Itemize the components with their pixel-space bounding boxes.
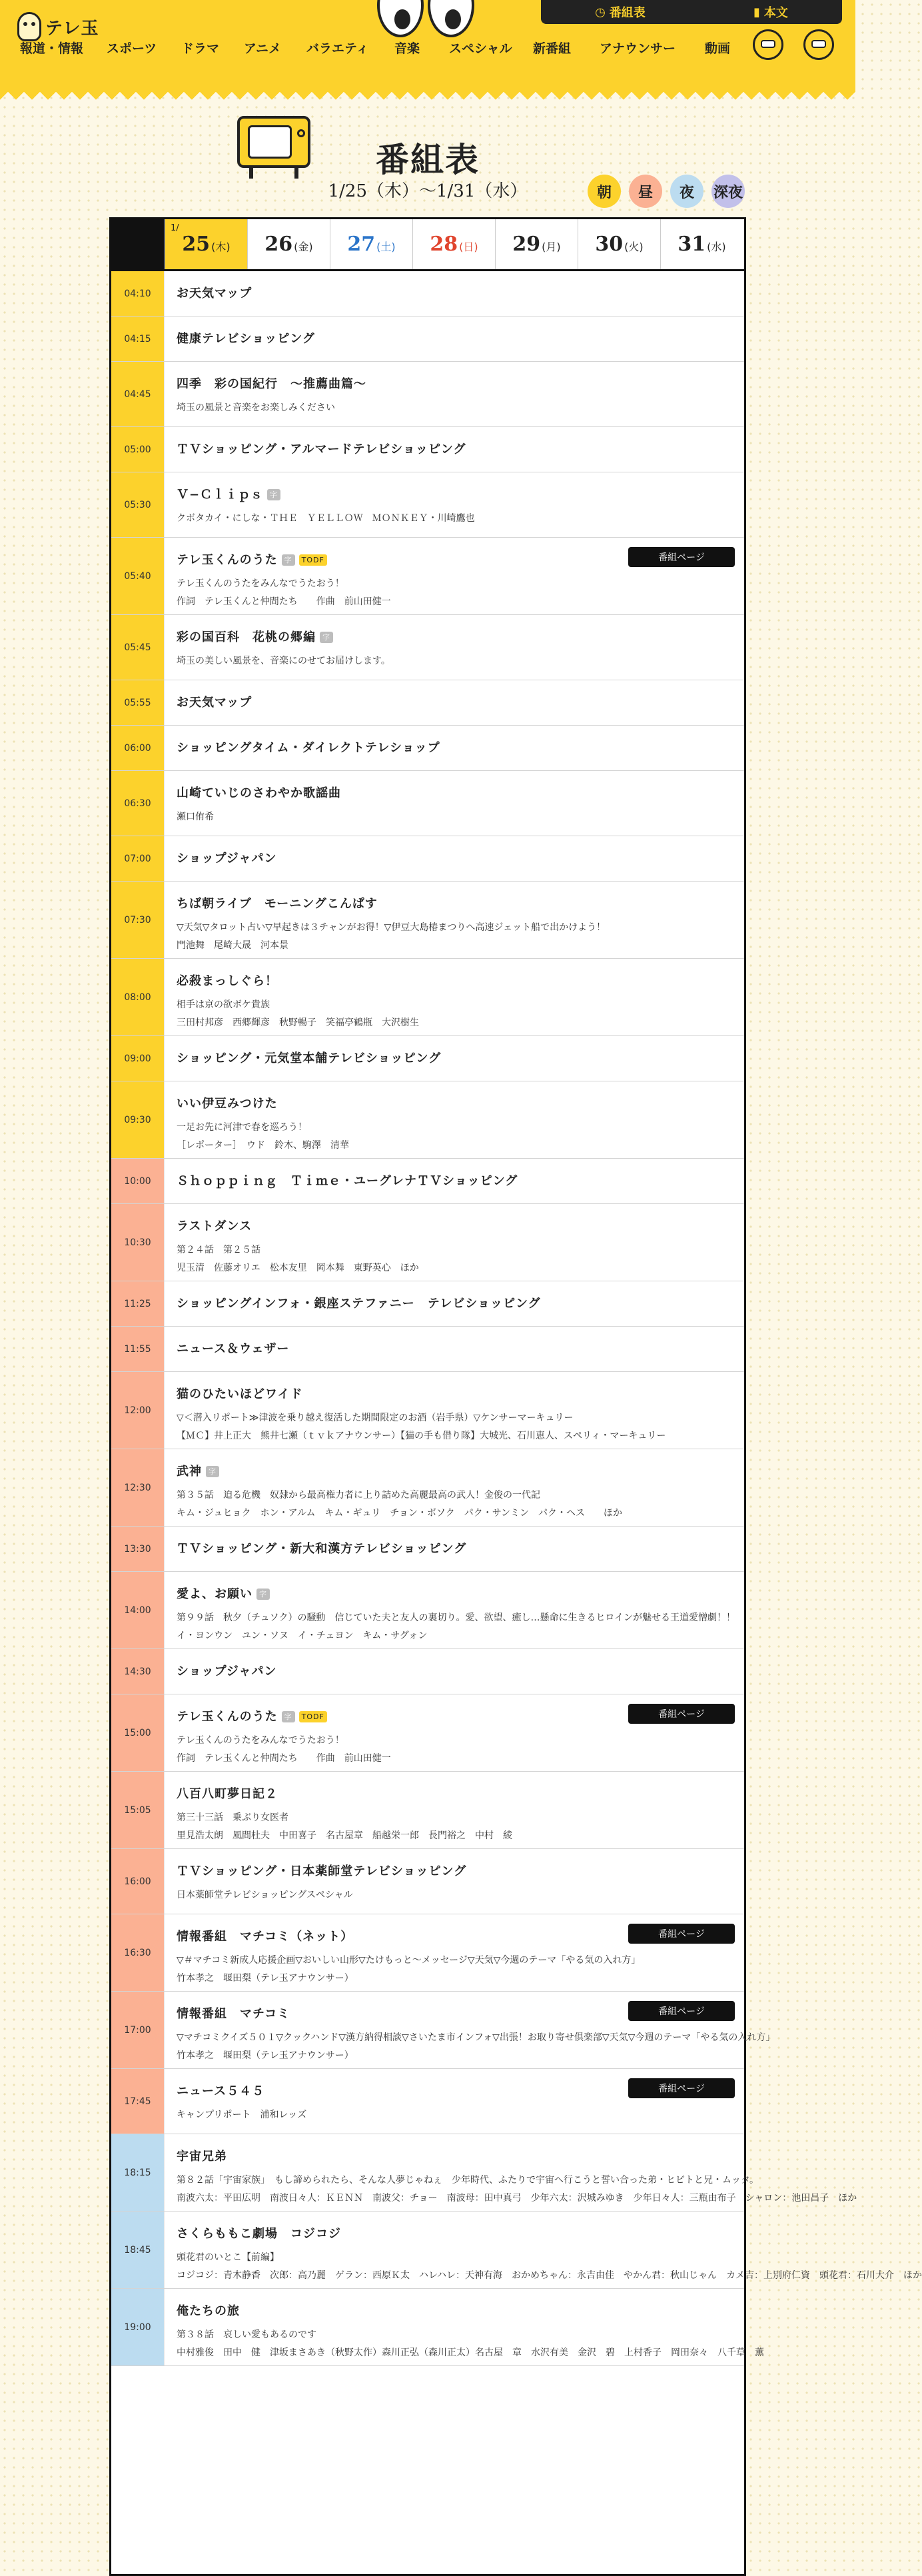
day-tab-26[interactable]: [247, 219, 330, 269]
program-row[interactable]: [111, 836, 744, 882]
nav-anime[interactable]: アニメ: [244, 41, 282, 56]
program-time: 15:00: [111, 1694, 165, 1771]
program-row[interactable]: [111, 1036, 744, 1081]
subtitle-badge: 字: [206, 1466, 219, 1477]
program-row[interactable]: [111, 1281, 744, 1327]
day-weekday: (土): [376, 241, 396, 253]
program-description: [177, 2249, 922, 2285]
program-title: お天気マップ: [177, 696, 252, 710]
program-info: [177, 695, 733, 711]
day-tab-31[interactable]: [660, 219, 743, 269]
day-number: 27: [347, 233, 376, 256]
program-time: 09:00: [111, 1036, 165, 1081]
character-icon[interactable]: [803, 29, 834, 60]
program-row[interactable]: [111, 1449, 744, 1527]
program-description: [177, 1609, 736, 1645]
program-title-line: [177, 286, 733, 302]
subtitle-badge: 字: [282, 1711, 295, 1722]
nav-music[interactable]: 音楽: [394, 41, 420, 56]
program-page-button[interactable]: 番組ページ: [628, 1924, 735, 1944]
program-description-line: 第３８話 哀しい愛もあるのです: [177, 2329, 316, 2340]
program-row[interactable]: [111, 726, 744, 771]
program-title: テレ玉くんのうた: [177, 1710, 278, 1724]
program-description: [177, 1487, 733, 1523]
day-weekday: (水): [707, 241, 726, 253]
program-description: [177, 996, 733, 1032]
program-title-line: [177, 1664, 733, 1680]
day-weekday: (金): [294, 241, 313, 253]
program-info: [177, 1587, 736, 1645]
subtitle-badge: 字: [320, 632, 333, 643]
program-description: [177, 2029, 775, 2065]
top-utility-bar: [541, 0, 842, 24]
program-title: Ｓｈｏｐｐｉｎｇ Ｔｉｍｅ・ユーグレナＴＶショッピング: [177, 1174, 518, 1188]
program-title: ショッピング・元気堂本舗テレビショッピング: [177, 1051, 442, 1065]
program-title-line: [177, 487, 733, 503]
program-time: 15:05: [111, 1772, 165, 1848]
day-tab-30[interactable]: [578, 219, 660, 269]
program-time: 06:00: [111, 726, 165, 770]
nav-news[interactable]: 報道・情報: [20, 41, 84, 56]
program-time: 11:55: [111, 1327, 165, 1371]
program-row[interactable]: [111, 317, 744, 362]
program-time: 07:00: [111, 836, 165, 881]
program-title: お天気マップ: [177, 287, 252, 301]
program-title: 情報番組 マチコミ: [177, 2007, 290, 2021]
program-time: 14:00: [111, 1572, 165, 1648]
program-time: 05:55: [111, 680, 165, 725]
program-description: [177, 1409, 733, 1445]
program-title: ラストダンス: [177, 1219, 252, 1233]
subtitle-badge: 字: [282, 554, 295, 566]
program-time: 18:15: [111, 2134, 165, 2211]
program-row[interactable]: [111, 771, 744, 836]
program-description-line: 中村雅俊 田中 健 津坂まさあき（秋野太作）森川正弘（森川正太）名古屋 章 水沢有美 金沢 碧 上村香子 岡田奈々 八千草 薫: [177, 2347, 764, 2358]
day-tabs: [111, 219, 744, 271]
program-time: 16:00: [111, 1849, 165, 1914]
program-info: [177, 1173, 733, 1189]
program-title-line: [177, 1541, 733, 1557]
program-title: いい伊豆みつけた: [177, 1097, 278, 1111]
program-description: [177, 2326, 764, 2362]
day-tab-25[interactable]: [165, 219, 247, 269]
program-time: 18:45: [111, 2212, 165, 2288]
program-title: 武神: [177, 1465, 202, 1479]
program-description-line: 三田村邦彦 西郷輝彦 秋野暢子 笑福亭鶴瓶 大沢樹生: [177, 1017, 419, 1028]
program-time: 19:00: [111, 2289, 165, 2365]
program-time: 12:30: [111, 1449, 165, 1526]
day-number: 26: [264, 233, 293, 256]
program-info: [177, 973, 733, 1032]
program-title: 山崎ていじのさわやか歌謡曲: [177, 786, 341, 800]
program-row[interactable]: [111, 1527, 744, 1572]
program-row[interactable]: [111, 882, 744, 959]
text-link[interactable]: ▮ 本文: [753, 5, 788, 20]
program-title-line: [177, 1096, 733, 1112]
jump-night-button[interactable]: 夜: [670, 175, 703, 208]
program-info: [177, 1864, 733, 1904]
tadf-badge: TODF: [299, 1711, 327, 1722]
program-info: [177, 286, 733, 302]
program-row[interactable]: [111, 2134, 857, 2212]
program-page-button[interactable]: 番組ページ: [628, 2078, 735, 2098]
date-range: 1/25（木）〜1/31（水）: [328, 181, 528, 201]
program-description-line: 児玉清 佐藤オリエ 松本友里 岡本舞 東野英心 ほか: [177, 1263, 419, 1273]
subtitle-badge: 字: [256, 1589, 270, 1600]
program-time: 04:10: [111, 271, 165, 316]
program-description-line: ▽＃マチコミ新成人応援企画▽おいしい山形▽たけもっと〜メッセージ▽天気▽今週のテーマ「やる気の入れ方」: [177, 1955, 641, 1966]
program-title-line: [177, 1219, 733, 1235]
program-description-line: 第２４話 第２５話: [177, 1245, 260, 1255]
program-title: 俺たちの旅: [177, 2304, 240, 2318]
program-description: [177, 652, 733, 670]
day-number: 28: [430, 233, 458, 256]
program-description-line: ▽＜潜入リポート≫津波を乗り越え復活した期間限定のお酒（岩手県）▽ケンサーマーキュリー: [177, 1413, 574, 1423]
program-description-line: キャンプリポート 浦和レッズ: [177, 2110, 307, 2120]
program-title-line: [177, 1173, 733, 1189]
nav-videos[interactable]: 動画: [705, 41, 731, 56]
program-time: 07:30: [111, 882, 165, 958]
program-row[interactable]: [111, 271, 744, 317]
mascot-icon: [17, 12, 41, 41]
program-description-line: 作詞 テレ玉くんと仲間たち 作曲 前山田健一: [177, 1753, 391, 1764]
program-title-line: [177, 2303, 733, 2319]
program-description-line: クボタカイ・にしな・ＴＨＥ ＹＥＬＬＯＷ ＭＯＮＫＥＹ・川崎鷹也: [177, 513, 475, 524]
program-title-line: [177, 1786, 733, 1802]
program-title: ＴＶショッピング・新大和漢方テレビショッピング: [177, 1542, 467, 1556]
program-description-line: ▽マチコミクイズ５０１▽クックハンド▽漢方納得相談▽さいたま市インフォ▽出張！お取り寄せ倶楽部▽天気▽今週のテーマ「やる気の入れ方」: [177, 2032, 775, 2043]
program-row[interactable]: [111, 1372, 744, 1449]
program-info: [177, 1387, 733, 1445]
day-number: 25: [182, 233, 211, 256]
program-description-line: キム・ジュヒョク ホン・アルム キム・ギュリ チョン・ボソク パク・サンミン パク・ヘス ほか: [177, 1508, 623, 1519]
program-row[interactable]: [111, 538, 744, 615]
program-description: [177, 1732, 733, 1768]
program-description: [177, 399, 733, 417]
program-time: 12:00: [111, 1372, 165, 1449]
program-description: [177, 1952, 733, 1988]
program-row[interactable]: [111, 1849, 744, 1914]
program-info: [177, 740, 733, 756]
program-info: [177, 2226, 922, 2285]
program-time: 14:30: [111, 1649, 165, 1694]
program-title: Ｖ−Ｃｌｉｐｓ: [177, 488, 264, 502]
program-title: 情報番組 マチコミ（ネット）: [177, 1930, 354, 1944]
program-row[interactable]: [111, 362, 744, 427]
program-time: 17:45: [111, 2069, 165, 2134]
program-info: [177, 1219, 733, 1277]
program-row[interactable]: [111, 1649, 744, 1694]
program-row[interactable]: [111, 1572, 744, 1649]
program-title: 彩の国百科 花桃の郷編: [177, 630, 316, 644]
day-number: 30: [595, 233, 624, 256]
program-time: 08:00: [111, 959, 165, 1035]
program-time: 17:00: [111, 1992, 165, 2068]
program-row[interactable]: [111, 472, 744, 538]
program-info: [177, 1786, 733, 1845]
main-nav: [0, 39, 855, 63]
program-info: [177, 851, 733, 867]
jump-daytime-button[interactable]: 昼: [629, 175, 662, 208]
program-title: 猫のひたいほどワイド: [177, 1387, 303, 1401]
program-title-line: [177, 1296, 733, 1312]
day-number: 31: [678, 233, 706, 256]
program-time: 05:30: [111, 472, 165, 537]
program-title: 必殺まっしぐら！: [177, 974, 278, 988]
nav-drama[interactable]: ドラマ: [181, 41, 220, 56]
program-row[interactable]: [111, 2212, 922, 2289]
program-row[interactable]: [111, 959, 744, 1036]
program-info: [177, 630, 733, 670]
program-row[interactable]: [111, 1694, 744, 1772]
program-title-line: [177, 851, 733, 867]
program-row[interactable]: [111, 1081, 744, 1159]
program-title-line: [177, 331, 733, 347]
program-title-line: [177, 442, 733, 458]
day-tab-28[interactable]: [412, 219, 495, 269]
logo-text: テレ玉: [45, 18, 99, 39]
program-time: 16:30: [111, 1914, 165, 1991]
program-row[interactable]: [111, 1204, 744, 1281]
program-info: [177, 487, 733, 528]
schedule-link[interactable]: ◷ 番組表: [595, 5, 646, 20]
program-info: [177, 786, 733, 826]
program-description-line: テレ玉くんのうたをみんなでうたおう！: [177, 578, 344, 589]
program-description-line: 竹本孝之 堰田梨（テレ玉アナウンサー）: [177, 1973, 354, 1984]
program-description-line: 第９９話 秋夕（チュソク）の騒動 信じていた夫と友人の裏切り。愛、欲望、癒し…懸命に生きるヒロインが魅せる王道愛憎劇！！: [177, 1612, 736, 1623]
program-description-line: 第８２話「宇宙家族」 もし諦められたら、そんな人夢じゃねぇ 少年時代、ふたりで宇宙へ行こうと誓い合った弟・ヒビトと兄・ムッタ。: [177, 2175, 759, 2186]
program-title-line: [177, 376, 733, 392]
site-header: [0, 0, 855, 87]
program-description-line: 日本薬師堂テレビショッピングスペシャル: [177, 1890, 353, 1900]
program-description-line: 頭花君のいとこ【前編】: [177, 2252, 279, 2263]
program-time: 05:40: [111, 538, 165, 614]
program-title-line: [177, 2149, 733, 2165]
program-info: [177, 1464, 733, 1523]
program-title-line: [177, 896, 733, 912]
mascot-eyes-icon: [377, 0, 477, 40]
program-description-line: 埼玉の風景と音楽をお楽しみください: [177, 402, 335, 413]
program-time: 10:30: [111, 1204, 165, 1281]
day-tab-27[interactable]: [330, 219, 412, 269]
program-title: ショップジャパン: [177, 852, 277, 866]
program-title: テレ玉くんのうた: [177, 553, 278, 567]
program-time: 13:30: [111, 1527, 165, 1571]
program-title: さくらももこ劇場 コジコジ: [177, 2227, 341, 2241]
day-month: 1/: [171, 223, 179, 233]
program-time: 04:45: [111, 362, 165, 426]
program-info: [177, 1051, 733, 1067]
program-row[interactable]: [111, 1914, 744, 1992]
program-time: 04:15: [111, 317, 165, 361]
day-weekday: (火): [624, 241, 644, 253]
program-row[interactable]: [111, 680, 744, 726]
program-description-line: ▽天気▽タロット占い▽早起きは３チャンがお得！▽伊豆大島椿まつりへ高速ジェット船で出かけよう！: [177, 922, 606, 933]
program-description-line: 南波六太：平田広明 南波日々人：ＫＥＮＮ 南波父：チョー 南波母：田中真弓 少年六太：沢城みゆき 少年日々人：三瓶由布子 シャロン：池田昌子 ほか: [177, 2193, 857, 2204]
program-description: [177, 808, 733, 826]
program-title-line: [177, 1464, 733, 1480]
program-description-line: 一足お先に河津で春を巡ろう！: [177, 1122, 307, 1133]
page-title: 番組表: [376, 141, 480, 179]
program-time: 06:30: [111, 771, 165, 836]
program-title-line: [177, 630, 733, 646]
program-description-line: 【ＭＣ】井上正大 熊井七瀬（ｔｖｋアナウンサー）【猫の手も借り隊】大城光、石川恵人、スペリィ・マーキュリー: [177, 1431, 666, 1441]
program-description-line: 作詞 テレ玉くんと仲間たち 作曲 前山田健一: [177, 596, 391, 607]
schedule-table: [109, 217, 922, 2576]
program-title: ニュース５４５: [177, 2084, 265, 2098]
program-title: ショップジャパン: [177, 1664, 277, 1678]
program-info: [177, 1296, 733, 1312]
program-description-line: 里見浩太朗 風間杜夫 中田喜子 名古屋章 船越栄一郎 長門裕之 中村 綾: [177, 1830, 512, 1841]
program-description: [177, 1119, 733, 1155]
program-time: 05:45: [111, 615, 165, 680]
nav-special[interactable]: スペシャル: [449, 41, 512, 56]
program-row[interactable]: [111, 1992, 775, 2069]
program-description: [177, 510, 733, 528]
program-description-line: ［レポーター］ ウド 鈴木、駒澤 清華: [177, 1140, 349, 1151]
program-title: ニュース＆ウェザー: [177, 1342, 290, 1356]
program-description-line: イ・ヨンウン ユン・ソヌ イ・チェヨン キム・サグォン: [177, 1630, 428, 1641]
nav-announcers[interactable]: アナウンサー: [600, 41, 676, 56]
book-icon: ▮: [753, 5, 760, 19]
program-row[interactable]: [111, 1159, 744, 1204]
subtitle-badge: 字: [267, 489, 280, 500]
program-description-line: テレ玉くんのうたをみんなでうたおう！: [177, 1735, 344, 1746]
program-info: [177, 2149, 857, 2208]
program-page-button[interactable]: 番組ページ: [628, 2001, 735, 2021]
program-row[interactable]: [111, 1327, 744, 1372]
day-weekday: (日): [459, 241, 478, 253]
program-page-button[interactable]: 番組ページ: [628, 547, 735, 567]
clock-icon: ◷: [595, 5, 606, 19]
program-time: 10:00: [111, 1159, 165, 1203]
program-title: 愛よ、お願い: [177, 1587, 252, 1601]
program-description: [177, 1809, 733, 1845]
program-description: [177, 919, 733, 955]
program-title-line: [177, 1587, 733, 1603]
program-time: 05:00: [111, 427, 165, 472]
program-description-line: 門池舞 尾崎大晟 河本景: [177, 940, 288, 951]
program-row[interactable]: [111, 615, 744, 680]
program-title: ちば朝ライブ モーニングこんぱす: [177, 897, 378, 911]
program-info: [177, 331, 733, 347]
teletama-kun-icon[interactable]: [753, 29, 783, 60]
program-title: ＴＶショッピング・アルマードテレビショッピング: [177, 442, 466, 456]
program-description-line: 相手は京の欲ボケ貴族: [177, 999, 270, 1010]
program-description: [177, 1241, 733, 1277]
program-title: 八百八町夢日記２: [177, 1787, 278, 1801]
program-info: [177, 1664, 733, 1680]
program-title-line: [177, 973, 733, 989]
jump-late-night-button[interactable]: 深夜: [711, 175, 745, 208]
program-time: 09:30: [111, 1081, 165, 1158]
program-row[interactable]: [111, 2289, 764, 2366]
program-info: [177, 376, 733, 417]
program-row[interactable]: [111, 427, 744, 472]
tadf-badge: TODF: [299, 554, 327, 566]
program-title: 四季 彩の国紀行 〜推薦曲篇〜: [177, 377, 366, 391]
day-number: 29: [512, 233, 541, 256]
program-title: 宇宙兄弟: [177, 2150, 227, 2164]
program-info: [177, 896, 733, 955]
header-zigzag: [0, 84, 855, 100]
program-title: ショッピングインフォ・銀座ステファニー テレビショッピング: [177, 1297, 541, 1311]
program-row[interactable]: [111, 2069, 744, 2134]
program-page-button[interactable]: 番組ページ: [628, 1704, 735, 1724]
program-title-line: [177, 1387, 733, 1403]
program-title-line: [177, 1864, 733, 1880]
program-title-line: [177, 1341, 733, 1357]
program-info: [177, 1341, 733, 1357]
program-info: [177, 1541, 733, 1557]
program-description: [177, 1886, 733, 1904]
program-title: ＴＶショッピング・日本薬師堂テレビショッピング: [177, 1864, 467, 1878]
program-description-line: コジコジ：青木静香 次郎：高乃麗 ゲラン：西原Ｋ太 ハレハレ：天神有海 おかめちゃん：永吉由佳 やかん君：秋山じゃん カメ吉：上別府仁資 頭花君：石川大介 ほか: [177, 2270, 922, 2281]
program-description: [177, 2172, 857, 2208]
program-info: [177, 2303, 764, 2362]
program-description: [177, 2106, 733, 2124]
program-description-line: 第三十三話 乗ぶり女医者: [177, 1812, 288, 1823]
program-title-line: [177, 740, 733, 756]
nav-sports[interactable]: スポーツ: [107, 41, 157, 56]
program-description-line: 埼玉の美しい風景を、音楽にのせてお届けします。: [177, 656, 390, 666]
day-weekday: (月): [542, 241, 561, 253]
program-title-line: [177, 695, 733, 711]
nav-new-programs[interactable]: 新番組: [533, 41, 572, 56]
program-info: [177, 442, 733, 458]
program-description-line: 第３５話 迫る危機 奴隷から最高権力者に上り詰めた高麗最高の武人！金俊の一代記: [177, 1490, 540, 1501]
day-header-corner: [111, 219, 165, 269]
day-tab-29[interactable]: [495, 219, 578, 269]
program-description-line: 竹本孝之 堰田梨（テレ玉アナウンサー）: [177, 2050, 354, 2061]
day-weekday: (木): [211, 241, 230, 253]
jump-morning-button[interactable]: 朝: [588, 175, 621, 208]
program-description: [177, 575, 733, 611]
program-time: 11:25: [111, 1281, 165, 1326]
program-info: [177, 1096, 733, 1155]
program-description-line: 瀬口侑希: [177, 812, 214, 822]
program-title: 健康テレビショッピング: [177, 332, 315, 346]
program-title: ショッピングタイム・ダイレクトテレショップ: [177, 741, 440, 755]
program-title-line: [177, 1051, 733, 1067]
program-row[interactable]: [111, 1772, 744, 1849]
nav-variety[interactable]: バラエティ: [306, 41, 369, 56]
program-title-line: [177, 786, 733, 802]
program-title-line: [177, 2226, 733, 2242]
